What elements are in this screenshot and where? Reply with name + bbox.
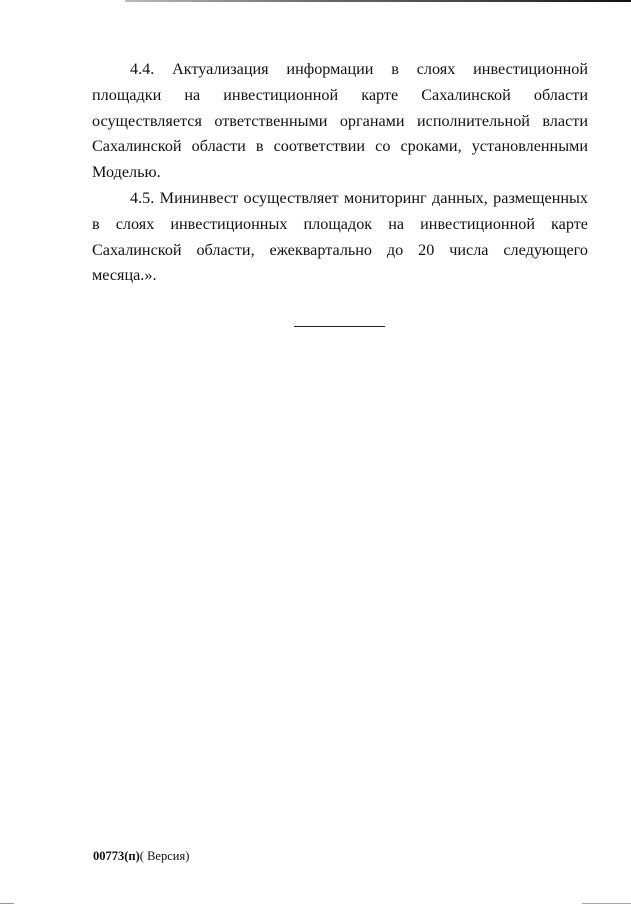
document-body xyxy=(92,57,588,289)
footer-document-code xyxy=(93,849,189,864)
paragraph-number: 4.4. xyxy=(130,60,155,78)
paragraph-4-4 xyxy=(92,57,588,186)
scan-edge-top xyxy=(125,0,631,2)
paragraph-number: 4.5. xyxy=(130,188,155,207)
scan-edge-bottom-left xyxy=(0,903,14,904)
paragraph-text: Мининвест осуществляет мониторинг данных, размещенных в слоях инвестиционных площадок на инвестиционной карте Сахалинской области, ежеквартально до 20 числа следующего месяца.». xyxy=(92,188,588,285)
paragraph-text: Актуализация информации в слоях инвестиционной площадки на инвестиционной карте Сахалинской области осуществляется ответственными органами исполнительной власти Сахалинской области в соответствии со сроками, установленными Моделью. xyxy=(92,60,588,182)
end-separator-line xyxy=(294,326,385,327)
scan-edge-bottom-right xyxy=(582,903,631,904)
paragraph-4-5 xyxy=(92,186,588,289)
document-code: 00773(п) xyxy=(93,849,140,863)
version-label: ( Версия) xyxy=(139,849,190,863)
